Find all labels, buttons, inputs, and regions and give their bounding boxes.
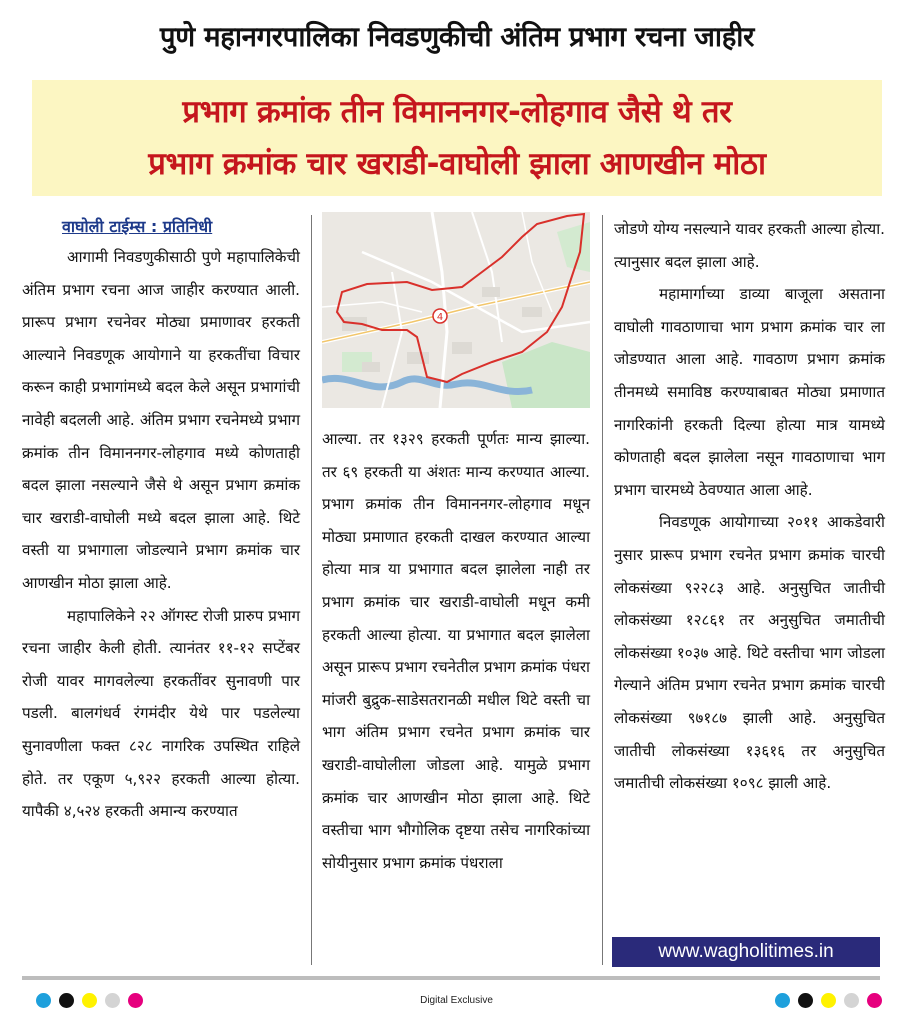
article-paragraph: आल्या. तर १३२९ हरकती पूर्णतः मान्य झाल्या. तर ६९ हरकती या अंशतः मान्य करण्यात आल्या. प्रभाग क्रमांक तीन विमाननगर-लोहगाव मधून मोठ्या प्रमाणात हरकती दाखल करण्यात आल्या होत्या मात्र या प्रभागात बदल झालेला नाही तर प्रभाग क्रमांक चार खराडी-वाघोली मधून कमी हरकती आल्या होत्या. या प्रभागात बदल झालेला असून प्रारूप प्रभाग रचनेतील प्रभाग क्रमांक पंधरा मांजरी बुद्रुक-साडेसतरानळी मधील थिटे वस्ती चा भाग अंतिम प्रभाग रचनेत प्रभाग क्रमांक चार खराडी-वाघोलीला जोडला आहे. यामुळे प्रभाग क्रमांक चार आणखीन मोठा झाला आहे. थिटे वस्तीचा भाग भौगोलिक दृष्टया तसेच नागरिकांच्या सोयीनुसार प्रभाग क्रमांक पंधराला xyxy=(322,430,590,872)
column-divider xyxy=(311,215,312,965)
article-column-3 xyxy=(614,213,885,800)
registration-dot-cyan xyxy=(775,993,790,1008)
article-paragraph: जोडणे योग्य नसल्याने यावर हरकती आल्या होत्या. त्यानुसार बदल झाला आहे. xyxy=(614,220,886,271)
website-link[interactable]: www.wagholitimes.in xyxy=(612,937,880,967)
ward-map-svg xyxy=(322,212,590,408)
footer-bar xyxy=(22,976,880,980)
registration-dot-magenta xyxy=(128,993,143,1008)
article-paragraph: महामार्गाच्या डाव्या बाजूला असताना वाघोली गावठाणाचा भाग प्रभाग क्रमांक चार ला जोडण्यात आला आहे. गावठाण प्रभाग क्रमांक तीनमध्ये समाविष्ठ करण्याबाबत मोठ्या प्रमाणात नागरिकांनी हरकती दिल्या होत्या मात्र यामध्ये कोणताही बदल झालेला नसून गावठाणाचा भाग प्रभाग चारमध्ये ठेवण्यात आला आहे. xyxy=(614,285,885,499)
column-divider xyxy=(602,215,603,965)
article-paragraph: निवडणूक आयोगाच्या २०११ आकडेवारी नुसार प्रारूप प्रभाग रचनेत प्रभाग क्रमांक चारची लोकसंख्या ९२२८३ आहे. अनुसुचित जातीची लोकसंख्या १२८६१ तर अनुसुचित जमातीची लोकसंख्या १०३७ आहे. थिटे वस्तीचा भाग जोडला गेल्याने अंतिम प्रभाग रचनेत प्रभाग क्रमांक चारची लोकसंख्या ९७१८७ झाली आहे. अनुसुचित जातीची लोकसंख्या १३६१६ तर अनुसुचित जमातीची लोकसंख्या १०९८ झाली आहे. xyxy=(614,513,885,793)
article-column-2 xyxy=(322,423,590,879)
registration-dot-gray xyxy=(844,993,859,1008)
registration-dot-black xyxy=(798,993,813,1008)
registration-dot-yellow xyxy=(82,993,97,1008)
registration-dot-black xyxy=(59,993,74,1008)
page-headline: पुणे महानगरपालिका निवडणुकीची अंतिम प्रभाग रचना जाहीर xyxy=(159,21,755,53)
byline: वाघोली टाईम्स : प्रतिनिधी xyxy=(62,217,213,236)
ward-marker-label: 4 xyxy=(436,312,444,323)
article-column-1 xyxy=(22,241,300,828)
subheadline-line-2: प्रभाग क्रमांक चार खराडी-वाघोली झाला आणखीन मोठा xyxy=(148,146,766,182)
footer-label: Digital Exclusive xyxy=(420,995,493,1006)
registration-dot-yellow xyxy=(821,993,836,1008)
ward-map-image xyxy=(322,212,590,408)
article-paragraph: आगामी निवडणुकीसाठी पुणे महापालिकेची अंतिम प्रभाग रचना आज जाहीर करण्यात आली. प्रारूप प्रभाग रचनेवर मोठ्या प्रमाणावर हरकती आल्याने निवडणूक आयोगाने या हरकतींचा विचार करून काही प्रभागांमध्ये बदल केले असून प्रभागांची नावेही बदलली आहे. अंतिम प्रभाग रचनेमध्ये प्रभाग क्रमांक तीन विमाननगर-लोहगाव मध्ये कोणताही बदल झाला नसल्याने जैसे थे असून प्रभाग क्रमांक चार खराडी-वाघोली मध्ये बदल झाला आहे. थिटे वस्ती या प्रभागाला जोडल्याने प्रभाग क्रमांक चार आणखीन मोठा झाला आहे. xyxy=(22,248,300,592)
registration-dot-gray xyxy=(105,993,120,1008)
subheadline-line-1: प्रभाग क्रमांक तीन विमाननगर-लोहगाव जैसे थे तर xyxy=(182,94,732,130)
registration-dot-magenta xyxy=(867,993,882,1008)
registration-dot-cyan xyxy=(36,993,51,1008)
subheadline-box xyxy=(32,80,882,196)
article-paragraph: महापालिकेने २२ ऑगस्ट रोजी प्रारुप प्रभाग रचना जाहीर केली होती. त्यानंतर ११-१२ सप्टेंबर रोजी यावर मागवलेल्या हरकतींवर सुनावणी पार पडली. बालगंधर्व रंगमंदीर येथे पार पडलेल्या सुनावणीला फक्त ८२८ नागरिक उपस्थित राहिले होते. तर एकूण ५,९२२ हरकती आल्या होत्या. यापैकी ४,५२४ हरकती अमान्य करण्यात xyxy=(22,606,300,821)
